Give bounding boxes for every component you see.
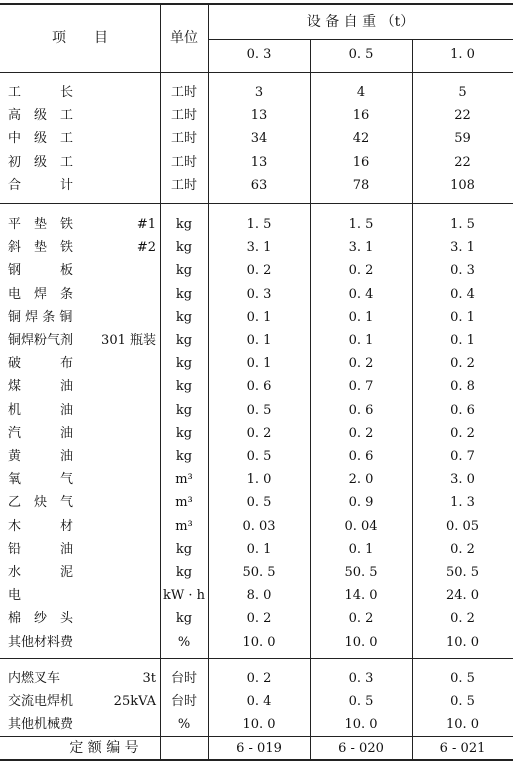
row-item-name: 木 材 xyxy=(8,518,74,534)
row-unit: kg xyxy=(175,356,193,372)
row-value-1: 50. 5 xyxy=(242,565,276,580)
row-value-2: 14. 0 xyxy=(344,588,378,604)
row-value-2: 0. 2 xyxy=(348,356,374,372)
row-value-3: 50. 5 xyxy=(445,565,480,580)
row-value-3: 0. 3 xyxy=(450,263,475,279)
row-item-note-wrap xyxy=(8,399,156,422)
row-item-note-wrap xyxy=(8,584,156,607)
row-item-name: 氧 气 xyxy=(8,472,74,488)
top-rule xyxy=(0,3,513,5)
row-unit: kg xyxy=(175,263,193,279)
row-value-2: 0. 2 xyxy=(348,263,374,279)
row-value-2: 0. 3 xyxy=(348,671,374,686)
row-unit: kg xyxy=(175,309,193,325)
row-value-3: 0. 2 xyxy=(450,541,475,557)
row-unit: kg xyxy=(175,449,193,464)
row-item-note-wrap xyxy=(8,713,156,736)
row-value-1: 0. 2 xyxy=(246,425,272,441)
header-item: 项 目 xyxy=(52,30,108,46)
row-value-3: 24. 0 xyxy=(445,588,480,604)
row-item-note-wrap xyxy=(8,468,156,491)
row-value-2: 0. 04 xyxy=(344,518,378,534)
row-unit: kg xyxy=(175,541,193,557)
row-item-note: 301 瓶装 xyxy=(101,333,156,348)
row-value-1: 10. 0 xyxy=(242,634,276,650)
row-value-1: 13 xyxy=(250,154,268,170)
row-value-1: 0. 2 xyxy=(246,671,272,686)
row-value-1: 0. 1 xyxy=(246,333,272,348)
row-unit: 台时 xyxy=(170,671,197,686)
row-item-name: 其他材料费 xyxy=(8,634,74,650)
row-item-name: 机 油 xyxy=(8,402,74,418)
row-item-note-wrap xyxy=(8,445,156,468)
row-value-1: 0. 2 xyxy=(246,263,272,279)
row-value-3: 0. 1 xyxy=(450,309,475,325)
row-unit: kg xyxy=(175,402,193,418)
row-value-3: 1. 5 xyxy=(450,217,475,232)
row-value-1: 0. 1 xyxy=(246,356,272,372)
row-unit: kg xyxy=(175,379,193,395)
row-item-name: 煤 油 xyxy=(8,379,74,395)
row-item-note-wrap xyxy=(8,690,156,713)
footer-label: 定 额 编 号 xyxy=(69,740,139,756)
row-item-note-wrap xyxy=(8,491,156,514)
header-bottom-rule xyxy=(0,72,513,73)
row-value-1: 0. 4 xyxy=(246,694,272,710)
row-value-2: 16 xyxy=(352,154,370,170)
row-item-note-wrap xyxy=(8,306,156,329)
row-item-name: 中 级 工 xyxy=(8,131,74,147)
row-value-2: 0. 2 xyxy=(348,611,374,627)
row-unit: kg xyxy=(175,217,193,232)
row-value-2: 0. 7 xyxy=(348,379,374,395)
row-value-3: 0. 2 xyxy=(450,425,475,441)
row-unit: 工时 xyxy=(170,131,197,147)
row-item-name: 铜 焊 条 铜 xyxy=(8,309,73,325)
row-unit: kg xyxy=(175,611,193,627)
header-unit: 单位 xyxy=(170,30,198,46)
row-value-2: 4 xyxy=(356,85,366,100)
row-value-1: 0. 1 xyxy=(246,541,272,557)
row-value-3: 0. 2 xyxy=(450,356,475,372)
header-col-2: 0. 5 xyxy=(348,47,374,62)
row-value-3: 108 xyxy=(450,177,475,193)
row-value-3: 3. 0 xyxy=(450,472,475,488)
row-item-name: 合 计 xyxy=(8,177,74,193)
row-value-3: 0. 5 xyxy=(450,671,475,686)
row-value-1: 0. 1 xyxy=(246,309,272,325)
row-value-3: 59 xyxy=(454,131,471,147)
row-item-note-wrap xyxy=(8,515,156,538)
row-item-name: 钢 板 xyxy=(8,263,74,279)
row-item-name: 其他机械费 xyxy=(8,717,74,733)
row-value-1: 3. 1 xyxy=(246,240,272,256)
row-value-2: 0. 5 xyxy=(348,694,374,710)
row-item-name: 斜 垫 铁 xyxy=(8,240,74,256)
row-value-1: 0. 6 xyxy=(246,379,272,395)
row-item-name: 初 级 工 xyxy=(8,154,74,170)
row-value-2: 0. 4 xyxy=(348,286,374,302)
row-unit: kg xyxy=(175,240,193,256)
row-value-3: 22 xyxy=(454,108,471,124)
row-unit: kg xyxy=(175,425,193,441)
row-value-2: 2. 0 xyxy=(348,472,374,488)
row-item-note: 25kVA xyxy=(113,694,156,710)
row-value-2: 0. 6 xyxy=(348,449,374,464)
row-value-3: 10. 0 xyxy=(445,717,480,733)
row-unit: kg xyxy=(175,333,193,348)
row-item-name: 内燃叉车 xyxy=(8,671,61,686)
row-value-1: 3 xyxy=(254,85,264,100)
row-item-note-wrap xyxy=(8,213,156,236)
row-item-name: 黄 油 xyxy=(8,449,74,464)
row-item-note-wrap xyxy=(8,607,156,630)
row-unit: 工时 xyxy=(170,108,197,124)
row-value-2: 42 xyxy=(352,131,370,147)
row-value-2: 16 xyxy=(352,108,370,124)
row-item-name: 平 垫 铁 xyxy=(8,217,74,232)
row-value-1: 8. 0 xyxy=(246,588,272,604)
row-value-3: 0. 7 xyxy=(450,449,475,464)
row-value-1: 0. 3 xyxy=(246,286,272,302)
row-value-1: 0. 5 xyxy=(246,402,272,418)
row-unit: kg xyxy=(175,286,193,302)
row-value-3: 0. 6 xyxy=(450,402,475,418)
row-value-1: 0. 03 xyxy=(242,518,276,534)
row-item-note-wrap xyxy=(8,667,156,690)
row-item-note-wrap xyxy=(8,538,156,561)
row-item-name: 铅 油 xyxy=(8,541,74,557)
row-item-name: 棉 纱 头 xyxy=(8,611,74,627)
row-value-3: 22 xyxy=(454,154,471,170)
row-item-name: 汽 油 xyxy=(8,425,74,441)
row-item-note-wrap xyxy=(8,236,156,259)
row-unit: 工时 xyxy=(170,154,197,170)
row-item-note-wrap xyxy=(8,631,156,654)
row-unit: m³ xyxy=(175,518,193,534)
row-value-1: 63 xyxy=(250,177,268,193)
row-value-2: 78 xyxy=(352,177,370,193)
row-unit: % xyxy=(177,717,191,733)
row-item-note-wrap xyxy=(8,352,156,375)
row-item-name: 水 泥 xyxy=(8,565,74,580)
row-value-1: 0. 5 xyxy=(246,495,272,511)
row-unit: 工时 xyxy=(170,85,197,100)
footer-code-1: 6 - 019 xyxy=(236,741,282,756)
row-value-2: 50. 5 xyxy=(344,565,378,580)
row-value-3: 3. 1 xyxy=(450,240,475,256)
row-value-2: 1. 5 xyxy=(348,217,374,232)
row-value-1: 0. 5 xyxy=(246,449,272,464)
header-col-3: 1. 0 xyxy=(450,47,475,62)
row-item-name: 工 长 xyxy=(8,85,74,100)
row-value-2: 0. 9 xyxy=(348,495,374,511)
row-value-2: 0. 1 xyxy=(348,333,374,348)
row-item-note: #1 xyxy=(136,217,156,232)
row-item-name: 电 xyxy=(8,588,22,604)
row-item-name: 交流电焊机 xyxy=(8,694,74,710)
row-unit: m³ xyxy=(175,495,193,511)
footer-code-2: 6 - 020 xyxy=(338,741,384,756)
row-item-name: 电 焊 条 xyxy=(8,286,74,302)
row-value-3: 0. 4 xyxy=(450,286,475,302)
row-item-note-wrap xyxy=(8,283,156,306)
labor-bottom-rule xyxy=(0,203,513,204)
row-value-1: 0. 2 xyxy=(246,611,272,627)
row-value-1: 1. 5 xyxy=(246,217,272,232)
materials-bottom-rule xyxy=(0,658,513,659)
row-unit: m³ xyxy=(175,472,193,488)
row-unit: kW · h xyxy=(162,588,205,604)
row-value-2: 10. 0 xyxy=(344,717,378,733)
row-item-name: 破 布 xyxy=(8,356,74,372)
footer-code-3: 6 - 021 xyxy=(439,741,486,756)
row-value-3: 10. 0 xyxy=(445,634,480,650)
row-value-2: 10. 0 xyxy=(344,634,378,650)
row-unit: 工时 xyxy=(170,177,197,193)
row-value-2: 0. 6 xyxy=(348,402,374,418)
row-value-1: 1. 0 xyxy=(246,472,272,488)
row-item-name: 高 级 工 xyxy=(8,108,74,124)
row-item-note-wrap xyxy=(8,375,156,398)
row-value-3: 0. 8 xyxy=(450,379,475,395)
row-value-3: 0. 2 xyxy=(450,611,475,627)
row-unit: 台时 xyxy=(170,694,197,710)
quota-table xyxy=(0,3,513,761)
row-value-3: 0. 1 xyxy=(450,333,475,348)
row-item-note-wrap xyxy=(8,561,156,584)
row-value-1: 34 xyxy=(250,131,268,147)
row-value-2: 0. 1 xyxy=(348,541,374,557)
row-item-name: 乙 炔 气 xyxy=(8,495,74,511)
header-equipment: 设 备 自 重 （t） xyxy=(306,14,415,30)
row-item-note: 3t xyxy=(142,671,156,686)
row-value-3: 1. 3 xyxy=(450,495,475,511)
row-item-note-wrap xyxy=(8,259,156,282)
row-value-3: 5 xyxy=(458,85,467,100)
row-value-1: 13 xyxy=(250,108,268,124)
row-value-1: 10. 0 xyxy=(242,717,276,733)
row-item-note: #2 xyxy=(136,240,156,256)
row-value-3: 0. 5 xyxy=(450,694,475,710)
row-value-2: 3. 1 xyxy=(348,240,374,256)
header-mid-rule xyxy=(208,39,513,40)
row-item-note-wrap xyxy=(8,422,156,445)
row-value-3: 0. 05 xyxy=(445,518,480,534)
row-item-name: 铜焊粉气剂 xyxy=(8,333,74,348)
header-col-1: 0. 3 xyxy=(246,47,272,62)
row-unit: kg xyxy=(175,565,193,580)
row-item-note-wrap xyxy=(8,329,156,352)
row-value-2: 0. 1 xyxy=(348,309,374,325)
row-unit: % xyxy=(177,634,191,650)
row-value-2: 0. 2 xyxy=(348,425,374,441)
